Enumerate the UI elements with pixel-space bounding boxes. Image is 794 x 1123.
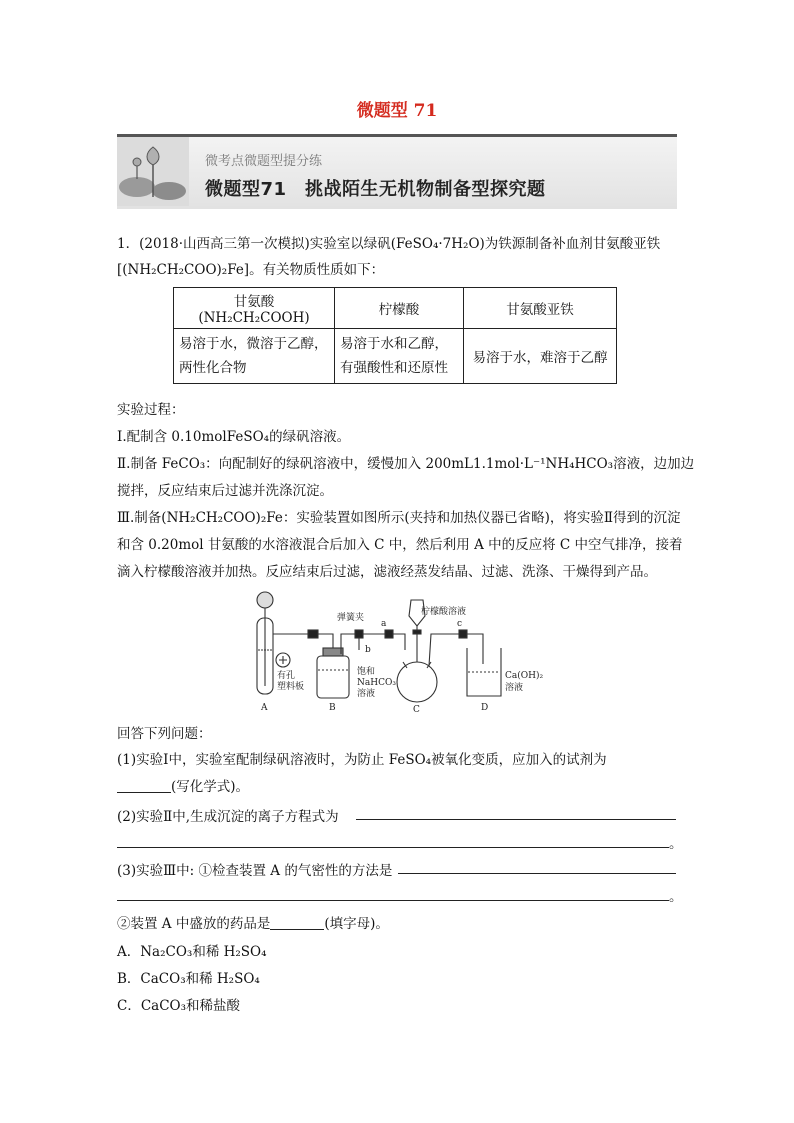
label-a: a bbox=[381, 619, 387, 629]
label-caoh: Ca(OH)₂ bbox=[505, 671, 544, 681]
option-a: A．Na₂CO₃和稀 H₂SO₄ bbox=[117, 944, 267, 960]
label-porous2: 塑料板 bbox=[277, 682, 305, 692]
table-header: 柠檬酸 bbox=[335, 288, 464, 329]
banner-title: 微题型71 挑战陌生无机物制备型探究题 bbox=[205, 179, 546, 200]
question-2: (2)实验Ⅱ中,生成沉淀的离子方程式为 bbox=[117, 809, 339, 825]
label-C: C bbox=[413, 705, 420, 715]
banner-subtitle: 微考点微题型提分练 bbox=[205, 154, 323, 169]
question-3: (3)实验Ⅲ中: ①检查装置 A 的气密性的方法是 bbox=[117, 863, 393, 879]
table-header: 甘氨酸(NH₂CH₂COOH) bbox=[174, 288, 335, 329]
option-c: C．CaCO₃和稀盐酸 bbox=[117, 998, 241, 1014]
label-B: B bbox=[329, 703, 336, 713]
question-1-line2: (写化学式)。 bbox=[117, 773, 249, 801]
label-citric: 柠檬酸溶液 bbox=[421, 607, 467, 617]
question-3-part2: ②装置 A 中盛放的药品是 (填字母)。 bbox=[117, 916, 389, 932]
table-cell: 易溶于水，微溶于乙醇， 两性化合物 bbox=[174, 329, 335, 384]
process-step3-line1: Ⅲ.制备(NH₂CH₂COO)₂Fe：实验装置如图所示(夹持和加热仪器已省略)，将实验Ⅱ得到的沉淀 bbox=[117, 510, 681, 526]
label-nahco3-3: 溶液 bbox=[357, 689, 376, 699]
label-nahco3-1: 饱和 bbox=[357, 667, 376, 677]
process-heading: 实验过程： bbox=[117, 402, 185, 418]
process-step2-line1: Ⅱ.制备 FeCO₃：向配制好的绿矾溶液中，缓慢加入 200mL1.1mol·L⁻¹NH₄HCO₃溶液，边加边 bbox=[117, 456, 695, 472]
apparatus-diagram bbox=[245, 590, 565, 715]
period-mark: 。 bbox=[669, 836, 683, 852]
q1-intro-line1: 1．(2018·山西高三第一次模拟)实验室以绿矾(FeSO₄·7H₂O)为铁源制备补血剂甘氨酸亚铁 bbox=[117, 236, 661, 252]
process-step3-line2: 和含 0.20mol 甘氨酸的水溶液混合后加入 C 中，然后利用 A 中的反应将 C 中空气排净，接着 bbox=[117, 537, 683, 553]
label-A: A bbox=[261, 703, 268, 713]
option-b: B．CaCO₃和稀 H₂SO₄ bbox=[117, 971, 260, 987]
page-title: 微题型 71 bbox=[356, 101, 438, 121]
answer-blank[interactable] bbox=[117, 778, 171, 793]
label-b: b bbox=[365, 645, 371, 655]
table-cell: 易溶于水和乙醇， 有强酸性和还原性 bbox=[335, 329, 464, 384]
process-step2-line2: 搅拌，反应结束后过滤并洗涤沉淀。 bbox=[117, 483, 333, 499]
q1-intro-line2: [(NH₂CH₂COO)₂Fe]。有关物质性质如下： bbox=[117, 262, 385, 278]
label-nahco3-2: NaHCO₃ bbox=[357, 678, 396, 688]
properties-table bbox=[173, 287, 617, 384]
answer-line[interactable] bbox=[117, 900, 669, 901]
period-mark: 。 bbox=[669, 889, 683, 905]
answer-line[interactable] bbox=[398, 873, 676, 874]
label-porous: 有孔 bbox=[277, 671, 296, 681]
process-step3-line3: 滴入柠檬酸溶液并加热。反应结束后过滤，滤液经蒸发结晶、过滤、洗涤、干燥得到产品。 bbox=[117, 564, 657, 580]
questions-heading: 回答下列问题： bbox=[117, 726, 212, 742]
label-caoh2: 溶液 bbox=[505, 683, 524, 693]
label-spring-clip: 弹簧夹 bbox=[337, 613, 365, 623]
process-step1: Ⅰ.配制含 0.10molFeSO₄的绿矾溶液。 bbox=[117, 429, 351, 445]
table-header: 甘氨酸亚铁 bbox=[464, 288, 617, 329]
answer-line[interactable] bbox=[356, 819, 676, 820]
question-1-line1: (1)实验Ⅰ中，实验室配制绿矾溶液时，为防止 FeSO₄被氧化变质，应加入的试剂为 bbox=[117, 752, 607, 768]
label-D: D bbox=[481, 703, 489, 713]
lotus-illustration bbox=[117, 137, 189, 206]
answer-line[interactable] bbox=[117, 847, 669, 848]
answer-blank[interactable] bbox=[270, 915, 324, 930]
table-cell: 易溶于水，难溶于乙醇 bbox=[464, 329, 617, 384]
label-c: c bbox=[457, 619, 463, 629]
